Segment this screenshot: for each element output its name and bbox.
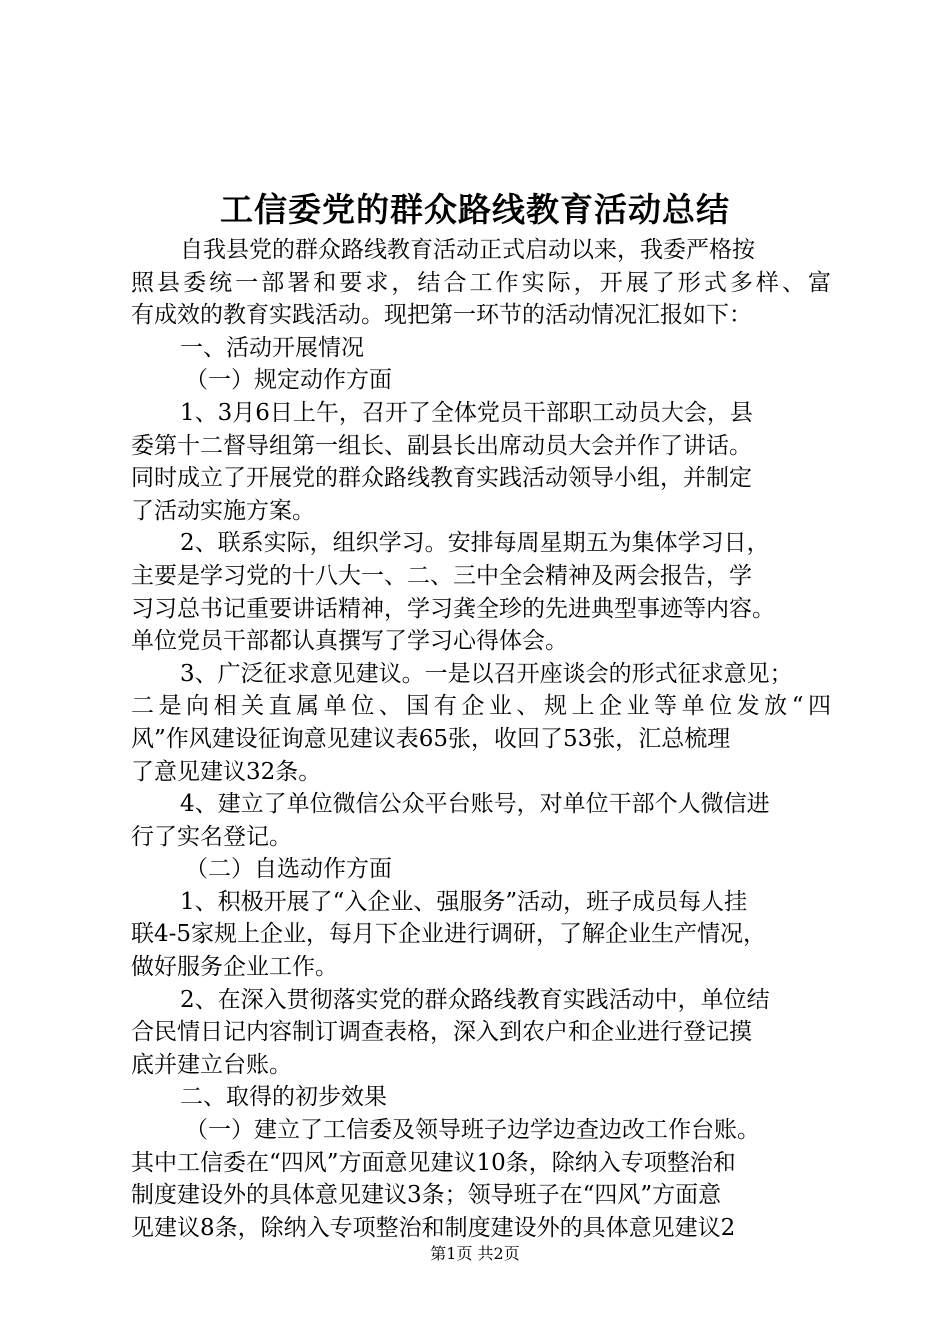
paragraph-line: 其中工信委在“四风”方面意见建议10条，除纳入专项整治和 bbox=[131, 1149, 736, 1176]
paragraph-line: 风”作风建设征询意见建议表65张，收回了53张，汇总梳理 bbox=[131, 725, 731, 752]
paragraph-line: 联4-5家规上企业，每月下企业进行调研，了解企业生产情况， bbox=[131, 921, 767, 948]
paragraph-line: 主要是学习党的十八大一、二、三中全会精神及两会报告，学 bbox=[131, 562, 752, 589]
paragraph-line: 委第十二督导组第一组长、副县长出席动员大会并作了讲话。 bbox=[131, 432, 752, 459]
page-number-footer: 第1页 共2页 bbox=[430, 1244, 520, 1263]
paragraph-line: 1、积极开展了“入企业、强服务”活动，班子成员每人挂 bbox=[180, 888, 748, 915]
document-body bbox=[131, 234, 831, 1244]
paragraph-line: 3、广泛征求意见建议。一是以召开座谈会的形式征求意见； bbox=[180, 660, 793, 687]
subsection-heading: （一）规定动作方面 bbox=[185, 367, 392, 394]
paragraph-line: 合民情日记内容制订调查表格，深入到农户和企业进行登记摸 bbox=[131, 1019, 752, 1046]
paragraph-line: 照县委统一部署和要求，结合工作实际，开展了形式多样、富 bbox=[131, 269, 831, 296]
paragraph-line: 二是向相关直属单位、国有企业、规上企业等单位发放“四 bbox=[131, 693, 831, 720]
paragraph-line: 行了实名登记。 bbox=[131, 823, 292, 850]
section-heading: 一、活动开展情况 bbox=[180, 334, 364, 361]
paragraph-line: 2、联系实际，组织学习。安排每周星期五为集体学习日， bbox=[180, 530, 770, 557]
paragraph-line: 见建议8条，除纳入专项整治和制度建设外的具体意见建议2 bbox=[131, 1214, 736, 1241]
section-heading: 二、取得的初步效果 bbox=[180, 1084, 387, 1111]
paragraph-line: 自我县党的群众路线教育活动正式启动以来，我委严格按 bbox=[180, 237, 755, 263]
paragraph-line: 底并建立台账。 bbox=[131, 1051, 292, 1078]
paragraph-line: 了活动实施方案。 bbox=[131, 497, 315, 524]
paragraph-line: 2、在深入贯彻落实党的群众路线教育实践活动中，单位结 bbox=[180, 986, 770, 1013]
subsection-heading: （二）自选动作方面 bbox=[185, 856, 392, 883]
paragraph-line: 单位党员干部都认真撰写了学习心得体会。 bbox=[131, 628, 568, 655]
paragraph-line: 做好服务企业工作。 bbox=[131, 954, 338, 981]
paragraph-line: 了意见建议32条。 bbox=[131, 758, 322, 785]
paragraph-line: 同时成立了开展党的群众路线教育实践活动领导小组，并制定 bbox=[131, 465, 752, 492]
paragraph-line: 1、3月6日上午，召开了全体党员干部职工动员大会，县 bbox=[180, 399, 753, 426]
paragraph-line: 制度建设外的具体意见建议3条；领导班子在“四风”方面意 bbox=[131, 1182, 722, 1209]
paragraph-line: 习习总书记重要讲话精神，学习龚全珍的先进典型事迹等内容。 bbox=[131, 595, 775, 622]
paragraph-line: 4、建立了单位微信公众平台账号，对单位干部个人微信进 bbox=[180, 791, 770, 818]
subsection-heading: （一）建立了工信委及领导班子边学边查边改工作台账。 bbox=[185, 1117, 760, 1144]
paragraph-line: 有成效的教育实践活动。现把第一环节的活动情况汇报如下： bbox=[131, 302, 752, 329]
document-title: 工信委党的群众路线教育活动总结 bbox=[220, 190, 730, 229]
